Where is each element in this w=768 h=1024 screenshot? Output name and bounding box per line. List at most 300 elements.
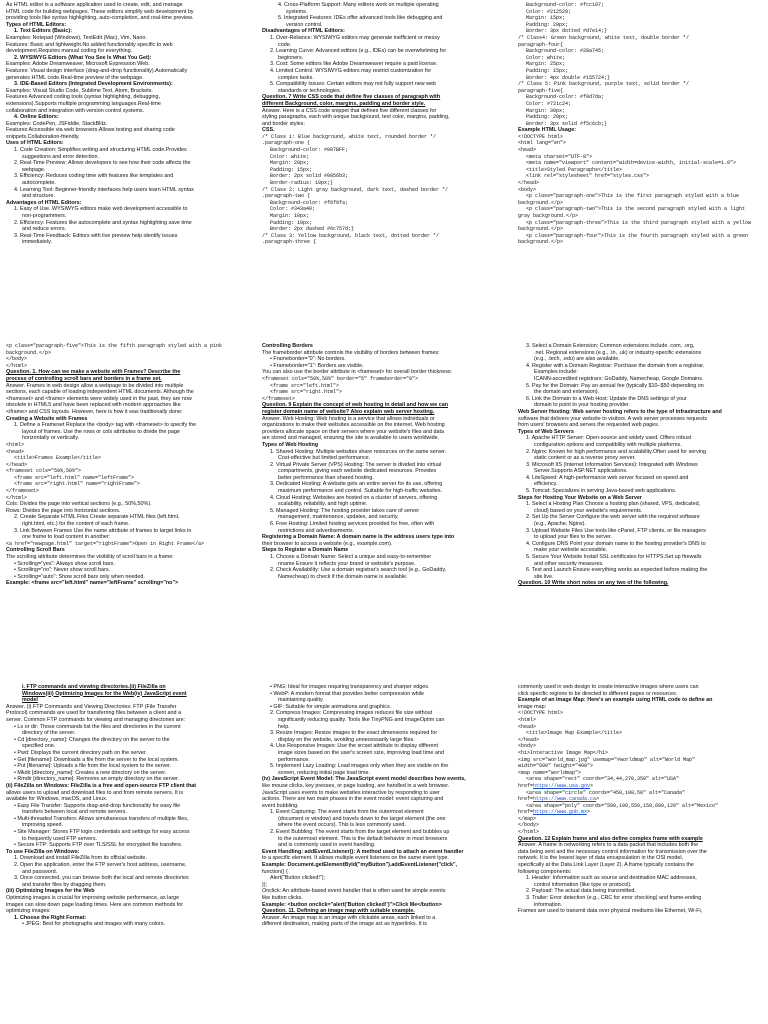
line-text: efficiency. bbox=[534, 481, 558, 488]
text-line bbox=[6, 81, 250, 88]
text-line bbox=[262, 48, 506, 55]
text-line bbox=[518, 508, 762, 515]
line-text: performance. bbox=[278, 756, 310, 763]
line-text: webpage. bbox=[22, 166, 46, 173]
text-line bbox=[262, 455, 506, 462]
line-text: <p class="paragraph-four">This is the fourth paragraph styled with a green bbox=[526, 232, 749, 239]
text-line bbox=[6, 350, 250, 357]
text-line bbox=[6, 574, 250, 581]
line-text: • Rmdir [directory_name]: Removes an empty directory on the server. bbox=[14, 776, 180, 783]
line-text: like mouse clicks, key presses, or page loading, are handled in a web browser. bbox=[262, 782, 450, 789]
line-text: <link rel="stylesheet" href="styles.css"> bbox=[526, 173, 650, 180]
text-line bbox=[518, 717, 762, 724]
text-line bbox=[6, 875, 250, 882]
hyperlink[interactable]: https://www.canada.ca bbox=[533, 796, 597, 803]
line-text: image sizes based on the user's screen size, improving load time and bbox=[278, 749, 444, 756]
line-text: Color: #721c24; bbox=[526, 100, 572, 107]
line-text: function() { bbox=[262, 868, 288, 875]
line-text: Uses of HTML Editors: bbox=[6, 140, 64, 147]
line-text: /* Class 5: Pink background, purple text, solid border */ bbox=[518, 81, 690, 88]
line-text: /* Class 3: Yellow background, black text, dotted border */ bbox=[262, 232, 440, 239]
text-line bbox=[518, 770, 762, 777]
line-text: 2. Check Availability: Use a domain registrar's search tool (e.g., GoDaddy, bbox=[270, 567, 447, 574]
text-line bbox=[6, 547, 250, 554]
line-text: specified one. bbox=[22, 743, 56, 750]
line-text: and transfer files by dragging them. bbox=[22, 881, 107, 888]
line-text: and structure. bbox=[22, 193, 55, 200]
line-text: version control. bbox=[286, 21, 323, 28]
line-text: 1. Define a Frameset Replace the <body> tag with <frameset> to specify the bbox=[14, 422, 197, 429]
line-text: Features Accessible via web browsers.Allows testing and sharing code bbox=[6, 127, 175, 134]
line-text: <meta name="viewport" content="width=device-width, initial-scale=1.0"> bbox=[526, 160, 737, 167]
text-line bbox=[262, 770, 506, 777]
line-text: CSS. bbox=[262, 127, 275, 134]
text-line bbox=[262, 442, 506, 449]
line-text: Steps for Hosting Your Website on a Web Server bbox=[518, 494, 642, 501]
line-text: <html> bbox=[518, 716, 537, 723]
text-line bbox=[262, 495, 506, 502]
line-text: Color: white; bbox=[270, 153, 310, 160]
line-text: 3. Select a Domain Extension: Common extensions include .com, .org, bbox=[526, 343, 695, 349]
line-text: Padding: 20px; bbox=[526, 21, 569, 28]
text-line bbox=[518, 796, 762, 803]
line-text: paragraph-five{ bbox=[518, 87, 564, 94]
line-text: <map name="worldmap"> bbox=[518, 769, 582, 776]
text-line bbox=[262, 842, 506, 849]
line-text: optimizing images: bbox=[6, 908, 51, 915]
line-text: 5. Managed Hosting: The hosting provider takes care of server bbox=[270, 507, 420, 514]
line-text: 2. Compress Images: Compressing images reduces file size without bbox=[270, 710, 433, 717]
text-line bbox=[518, 160, 762, 167]
text-line bbox=[518, 704, 762, 711]
text-line bbox=[262, 140, 506, 147]
text-line bbox=[262, 816, 506, 823]
line-text: • Frameborder="1": Borders are visible. bbox=[270, 362, 364, 369]
line-text: 2. Real-Time Preview: Allows developers to see how their code affects the bbox=[14, 160, 191, 167]
line-text: 1. Code Creation: Simplifies writing and structuring HTML code.Provides bbox=[14, 147, 187, 154]
text-line bbox=[6, 127, 250, 134]
line-text: 3. Resize Images: Resize images to the exact dimensions required for bbox=[270, 730, 438, 737]
line-text: 1. Header: Information such as source and destination MAC addresses, bbox=[526, 875, 697, 882]
text-line bbox=[6, 200, 250, 207]
line-text: Examples: Visual Studio Code, Sublime Text, Atom, Brackets. bbox=[6, 87, 153, 94]
line-text: Steps to Register a Domain Name bbox=[262, 547, 349, 554]
line-text: </map> bbox=[518, 815, 537, 822]
text-line bbox=[262, 875, 506, 882]
line-text: management, maintenance, updates, and security. bbox=[278, 514, 399, 521]
text-line bbox=[6, 770, 250, 777]
text-line bbox=[6, 836, 250, 843]
text-line bbox=[518, 376, 762, 383]
text-line bbox=[518, 101, 762, 108]
text-line bbox=[518, 121, 762, 128]
line-text: Windows(iii) Optimizing Images for the Web(iv) JavaScript event bbox=[22, 690, 187, 697]
line-text: transfers between local and remote servers. bbox=[22, 809, 127, 816]
text-line bbox=[518, 409, 762, 416]
text-line bbox=[518, 790, 762, 797]
text-line bbox=[6, 343, 250, 350]
text-line bbox=[262, 75, 506, 82]
text-line bbox=[262, 561, 506, 568]
text-line bbox=[262, 449, 506, 456]
line-text: Protocol) commands are used for transferring files between a client and a bbox=[6, 710, 181, 717]
text-line bbox=[262, 213, 506, 220]
line-text: <p class="paragraph-one">This is the first paragraph styled with a blue bbox=[526, 193, 740, 200]
text-line bbox=[6, 803, 250, 810]
text-line bbox=[6, 35, 250, 42]
text-line bbox=[518, 94, 762, 101]
line-text: <frame src="right.html" name="rightFrame"> bbox=[14, 481, 141, 488]
text-line bbox=[518, 154, 762, 161]
line-text: 2. Set Up the Server Configure the web server with the required software bbox=[526, 514, 700, 521]
line-text: Question. 10 Write short notes on any two of the following. bbox=[518, 580, 669, 587]
page-1 bbox=[0, 0, 256, 341]
text-line bbox=[6, 68, 250, 75]
text-line bbox=[262, 921, 506, 928]
line-text: href= bbox=[518, 782, 534, 789]
line-text: <!DOCTYPE html> bbox=[518, 710, 564, 717]
line-text: horizontally or vertically. bbox=[22, 435, 80, 442]
line-text: Color: white; bbox=[526, 54, 566, 61]
text-line bbox=[6, 213, 250, 220]
line-text: Controlling Borders bbox=[262, 343, 313, 349]
line-text: <title>Styled Paragraphs</title> bbox=[526, 166, 623, 173]
line-text: 5. Secure Your Website Install SSL certificates for HTTPS.Set up firewalls bbox=[526, 554, 702, 560]
text-line bbox=[262, 704, 506, 711]
line-text: following components: bbox=[518, 868, 572, 875]
text-line bbox=[262, 180, 506, 187]
line-text: model bbox=[22, 697, 38, 704]
line-text: • Frameborder="0": No borders. bbox=[270, 356, 346, 363]
line-text: and reduce errors. bbox=[22, 226, 67, 233]
line-text: non-programmers. bbox=[22, 213, 67, 219]
text-line bbox=[6, 567, 250, 574]
line-text: Web Server Hosting: Web server hosting refers to the type of infrastructure and bbox=[518, 408, 722, 415]
line-text: The frameborder attribute controls the visibility of borders between frames: bbox=[262, 349, 440, 356]
text-line bbox=[6, 554, 250, 561]
text-line bbox=[6, 882, 250, 889]
line-text: }); bbox=[262, 881, 268, 888]
text-line bbox=[518, 35, 762, 42]
line-text: Cost-effective but limited performance. bbox=[278, 455, 371, 462]
text-line bbox=[518, 206, 762, 213]
text-line bbox=[6, 776, 250, 783]
line-text: • Scrolling="auto": Show scroll bars only when needed. bbox=[14, 573, 145, 580]
line-text: suggestions and error detection. bbox=[22, 153, 100, 160]
text-line bbox=[6, 561, 250, 568]
line-text: 6. Test and Launch Ensure everything works as expected before making the bbox=[526, 567, 708, 574]
line-text: 3. Trailer: Error detection (e.g., CRC for error checking) and frame-ending bbox=[526, 895, 702, 901]
text-line bbox=[6, 528, 250, 535]
line-text: 3. Upload Website Files Use tools like cPanel, FTP clients, or file managers bbox=[526, 527, 706, 534]
line-text: to upload your files to the server. bbox=[534, 534, 612, 541]
text-line bbox=[262, 743, 506, 750]
text-line bbox=[518, 862, 762, 869]
line-text: Padding: 20px; bbox=[526, 114, 569, 121]
line-text: <p class="paragraph-three">This is the third paragraph styled with a yellow bbox=[526, 219, 752, 226]
text-line bbox=[518, 574, 762, 581]
text-line bbox=[518, 55, 762, 62]
text-line bbox=[518, 534, 762, 541]
text-line bbox=[6, 42, 250, 49]
text-line bbox=[6, 743, 250, 750]
text-line bbox=[262, 574, 506, 581]
line-text: Answer. An image map is an image with clickable areas, each linked to a bbox=[262, 914, 436, 921]
line-text: i. FTP commands and viewing directories.(ii) FileZilla on bbox=[22, 684, 166, 690]
text-line bbox=[262, 481, 506, 488]
text-line bbox=[262, 356, 506, 363]
line-text: Question. 7 Write CSS code that define five classes of paragraph with bbox=[262, 94, 441, 101]
text-line bbox=[262, 790, 506, 797]
line-text: (e.g., Apache, Nginx). bbox=[534, 521, 586, 528]
line-text: </html> bbox=[518, 829, 540, 836]
line-text: specifically at the Data Link Layer (Layer 2). A frame typically contains the bbox=[518, 862, 694, 869]
line-text: Onclick: An attribute-based event handler that is often used for simple events bbox=[262, 888, 446, 895]
line-text: Answer. Web Hosting: Web hosting is a service that allows individuals or bbox=[262, 415, 435, 422]
line-text: .paragraph-one { bbox=[262, 140, 311, 147]
line-text: where the event occurs). This is less commonly used. bbox=[278, 822, 406, 829]
text-line bbox=[262, 233, 506, 240]
line-text: Frames are used to transmit data over physical mediums like Ethernet, Wi-Fi, bbox=[518, 908, 703, 915]
text-line bbox=[262, 376, 506, 383]
line-text: Question. 1. How can we make a website with Frames? Describe the bbox=[6, 369, 181, 376]
line-text: configuration options and compatibility with multiple platforms. bbox=[534, 441, 682, 448]
text-line bbox=[262, 697, 506, 704]
line-text: Creating a Website with Frames bbox=[6, 415, 88, 422]
line-text: Answer. Here is a CSS code snippet that defines five different classes for bbox=[262, 107, 437, 114]
line-text: .paragraph-three { bbox=[262, 239, 317, 246]
line-text: Border: 2px solid #0056b3; bbox=[270, 173, 349, 180]
line-text: 2. Event Bubbling: The event starts from the target element and bubbles up bbox=[270, 829, 450, 836]
line-text: • GIF: Suitable for simple animations and graphics. bbox=[270, 703, 392, 710]
text-line bbox=[6, 763, 250, 770]
line-text: 4. Register with a Domain Registrar: Purchase the domain from a registrar. bbox=[526, 362, 705, 369]
text-line bbox=[262, 350, 506, 357]
line-text: make your website accessible. bbox=[534, 547, 608, 554]
text-line bbox=[6, 790, 250, 797]
text-line bbox=[6, 114, 250, 121]
text-line bbox=[518, 88, 762, 95]
text-line bbox=[6, 429, 250, 436]
text-line bbox=[262, 488, 506, 495]
line-text: extensions).Supports multiple programming languages.Real-time bbox=[6, 100, 161, 107]
line-text: Color: #212529; bbox=[526, 8, 572, 15]
hyperlink[interactable]: https://www.gob.mx bbox=[533, 809, 588, 816]
text-line bbox=[6, 697, 250, 704]
text-line bbox=[518, 127, 762, 134]
text-line bbox=[6, 363, 250, 370]
line-text: • JPEG: Best for photographs and images with many colors. bbox=[22, 921, 166, 928]
text-line bbox=[518, 167, 762, 174]
text-line bbox=[518, 429, 762, 436]
text-line bbox=[518, 81, 762, 88]
line-text: background.</p> bbox=[518, 226, 564, 233]
hyperlink[interactable]: https://www.usa.gov bbox=[533, 782, 591, 789]
line-text: Example HTML Usage: bbox=[518, 127, 577, 134]
text-line bbox=[6, 435, 250, 442]
line-text: </frameset> bbox=[6, 488, 40, 495]
line-text: 2. Nginx: Known for high performance and scalability.Often used for serving bbox=[526, 448, 706, 455]
text-line bbox=[518, 226, 762, 233]
text-line bbox=[518, 875, 762, 882]
line-text: and other security measures. bbox=[534, 560, 604, 567]
text-line bbox=[262, 809, 506, 816]
line-text: different destination, making parts of the image act as hyperlinks. It is bbox=[262, 921, 427, 928]
text-line bbox=[262, 396, 506, 403]
text-line bbox=[518, 730, 762, 737]
text-line bbox=[262, 220, 506, 227]
text-line bbox=[262, 2, 506, 9]
line-text: 3. Cost: Some editors like Adobe Dreamweaver require a paid license. bbox=[270, 61, 438, 68]
line-text: maintaining quality. bbox=[278, 697, 324, 704]
text-line bbox=[6, 206, 250, 213]
text-line bbox=[262, 160, 506, 167]
line-text: Disadvantages of HTML Editors: bbox=[262, 28, 345, 35]
line-text: Background-color: #f8f9fa; bbox=[270, 199, 349, 206]
line-text: <a href="newpage.html" target="rightFrame">Open in Right Frame</a> bbox=[6, 540, 205, 547]
line-text: Example: Document.getElementById("myButton").addEventListener("click", bbox=[262, 862, 458, 869]
line-text: Types of Web Hosting bbox=[262, 441, 319, 448]
line-text: <iframe> and CSS layouts. However, here is how it was traditionally done: bbox=[6, 408, 183, 415]
text-line bbox=[262, 501, 506, 508]
page-4 bbox=[0, 341, 256, 682]
text-line bbox=[518, 902, 762, 909]
line-text: Margin: 20px; bbox=[270, 160, 310, 167]
text-line bbox=[518, 495, 762, 502]
text-line bbox=[6, 809, 250, 816]
page-5 bbox=[256, 341, 512, 682]
line-text: </body> bbox=[6, 356, 28, 363]
line-text: 3. Microsoft IIS (Internet Information Services): Integrated with Windows bbox=[526, 461, 698, 468]
line-text: 1. Apache HTTP Server: Open-source and widely used. Offers robust bbox=[526, 435, 692, 442]
text-line bbox=[518, 743, 762, 750]
line-text: to a specific element. It allows multiple event listeners on the same event type. bbox=[262, 855, 449, 862]
text-line bbox=[6, 356, 250, 363]
text-line bbox=[518, 22, 762, 29]
text-line bbox=[262, 567, 506, 574]
text-line bbox=[6, 226, 250, 233]
text-line bbox=[6, 389, 250, 396]
line-text: • PNG: Ideal for images requiring transparency and sharper edges. bbox=[270, 684, 430, 690]
line-text: background.</p> bbox=[518, 199, 564, 206]
line-text: Example: <frame src="left.html" name="leftFrame" scrolling="no"> bbox=[6, 580, 179, 587]
line-text: obsolete in HTML5 and have been replaced with modern approaches like bbox=[6, 402, 181, 409]
text-line bbox=[6, 488, 250, 495]
line-text: systems. bbox=[286, 8, 308, 15]
text-line bbox=[6, 193, 250, 200]
line-text: href= bbox=[518, 809, 534, 816]
line-text: 2. Create Separate HTML Files Create separate HTML files (left.html, bbox=[14, 514, 180, 521]
text-line bbox=[262, 528, 506, 535]
text-line bbox=[518, 239, 762, 246]
line-text: 2. Payload: The actual data being transmitted. bbox=[526, 888, 636, 895]
line-text: 1. Choose a Domain Name: Select a unique and easy-to-remember bbox=[270, 554, 432, 560]
line-text: 3. Once connected, you can browse both the local and remote directories bbox=[14, 875, 189, 882]
line-text: Features: Basic and lightweight.No added functionality specific to web bbox=[6, 41, 173, 48]
text-line bbox=[518, 757, 762, 764]
line-text: restrictions and advertisements. bbox=[278, 527, 355, 534]
text-line bbox=[6, 757, 250, 764]
line-text: server. Common FTP commands for viewing and managing directories are: bbox=[6, 716, 186, 723]
line-text: background.</p> bbox=[518, 239, 564, 246]
text-line bbox=[6, 862, 250, 869]
line-text: ICANN-accredited registrars: GoDaddy, Namecheap, Google Domains. bbox=[534, 375, 704, 382]
line-text: Answer. A frame in networking refers to a data packet that includes both the bbox=[518, 842, 699, 849]
line-text: Margin: 10px; bbox=[270, 213, 310, 219]
text-line bbox=[518, 803, 762, 810]
text-line bbox=[518, 541, 762, 548]
text-line bbox=[262, 383, 506, 390]
text-line bbox=[6, 816, 250, 823]
text-line bbox=[518, 849, 762, 856]
text-line bbox=[518, 763, 762, 770]
text-line bbox=[262, 15, 506, 22]
line-text: 3. Efficiency: Reduces coding time with features like templates and bbox=[14, 173, 174, 180]
line-text: Answer. Frames in web design allow a webpage to be divided into multiple bbox=[6, 382, 184, 389]
line-text: Types of HTML Editors: bbox=[6, 21, 66, 28]
line-text: Advantages of HTML Editors: bbox=[6, 199, 82, 206]
text-line bbox=[518, 882, 762, 889]
text-line bbox=[518, 888, 762, 895]
line-text: </body> bbox=[518, 822, 540, 829]
line-text: immediately. bbox=[22, 239, 52, 246]
text-line bbox=[262, 9, 506, 16]
text-line bbox=[6, 869, 250, 876]
line-text: 5. Implement Lazy Loading: Load images only when they are visible on the bbox=[270, 763, 449, 770]
text-line bbox=[518, 481, 762, 488]
text-line bbox=[518, 193, 762, 200]
line-text: nname Ensure it reflects your brand or website's purpose. bbox=[278, 560, 416, 567]
line-text: Margin: 15px; bbox=[526, 15, 566, 22]
text-line bbox=[6, 541, 250, 548]
line-text: • Put [filename]: Uploads a file from the local system to the server. bbox=[14, 763, 172, 770]
line-text: paragraph-four{ bbox=[518, 41, 564, 48]
line-text: 2. WYSIWYG Editors (What You See Is What You Get): bbox=[14, 54, 152, 61]
page-7 bbox=[0, 682, 256, 1023]
text-line bbox=[6, 233, 250, 240]
line-text: 1. Text Editors (Basic): bbox=[14, 28, 73, 35]
line-text: control information (like type or protocol). bbox=[534, 881, 632, 888]
text-line bbox=[518, 369, 762, 376]
line-text: 4. LiteSpeed: A high-performance web server focused on speed and bbox=[526, 474, 689, 481]
line-text: .paragraph-two { bbox=[262, 193, 311, 200]
text-line bbox=[262, 429, 506, 436]
line-text: 3. Dedicated Hosting: A website gets an entire server for its use, offering bbox=[270, 481, 443, 488]
line-text: <html> bbox=[6, 441, 25, 448]
text-line bbox=[262, 389, 506, 396]
text-line bbox=[6, 48, 250, 55]
text-line bbox=[262, 147, 506, 154]
text-line bbox=[518, 233, 762, 240]
line-text: </html> bbox=[6, 494, 28, 501]
text-line bbox=[262, 363, 506, 370]
text-line bbox=[518, 501, 762, 508]
text-line bbox=[518, 449, 762, 456]
line-text: complex tasks. bbox=[278, 74, 314, 81]
line-text: the domain and extension). bbox=[534, 389, 600, 396]
line-text: information. bbox=[534, 901, 563, 908]
text-line bbox=[6, 75, 250, 82]
line-text: maximum performance and control. Suitable for high-traffic websites. bbox=[278, 488, 443, 495]
line-text: Features: Visual design interface (drag-and-drop functionality).Automatically bbox=[6, 67, 188, 74]
line-text: register domain name of website? Also explain web server hosting. bbox=[262, 408, 435, 415]
text-line bbox=[262, 710, 506, 717]
line-text: <frame src="left.html"> bbox=[270, 382, 340, 389]
text-line bbox=[518, 468, 762, 475]
line-text: Margin: 25px; bbox=[526, 61, 566, 68]
text-line bbox=[518, 422, 762, 429]
line-text: (ii) FileZilla on Windows: FileZilla is a free and open-source FTP client that bbox=[6, 782, 197, 789]
